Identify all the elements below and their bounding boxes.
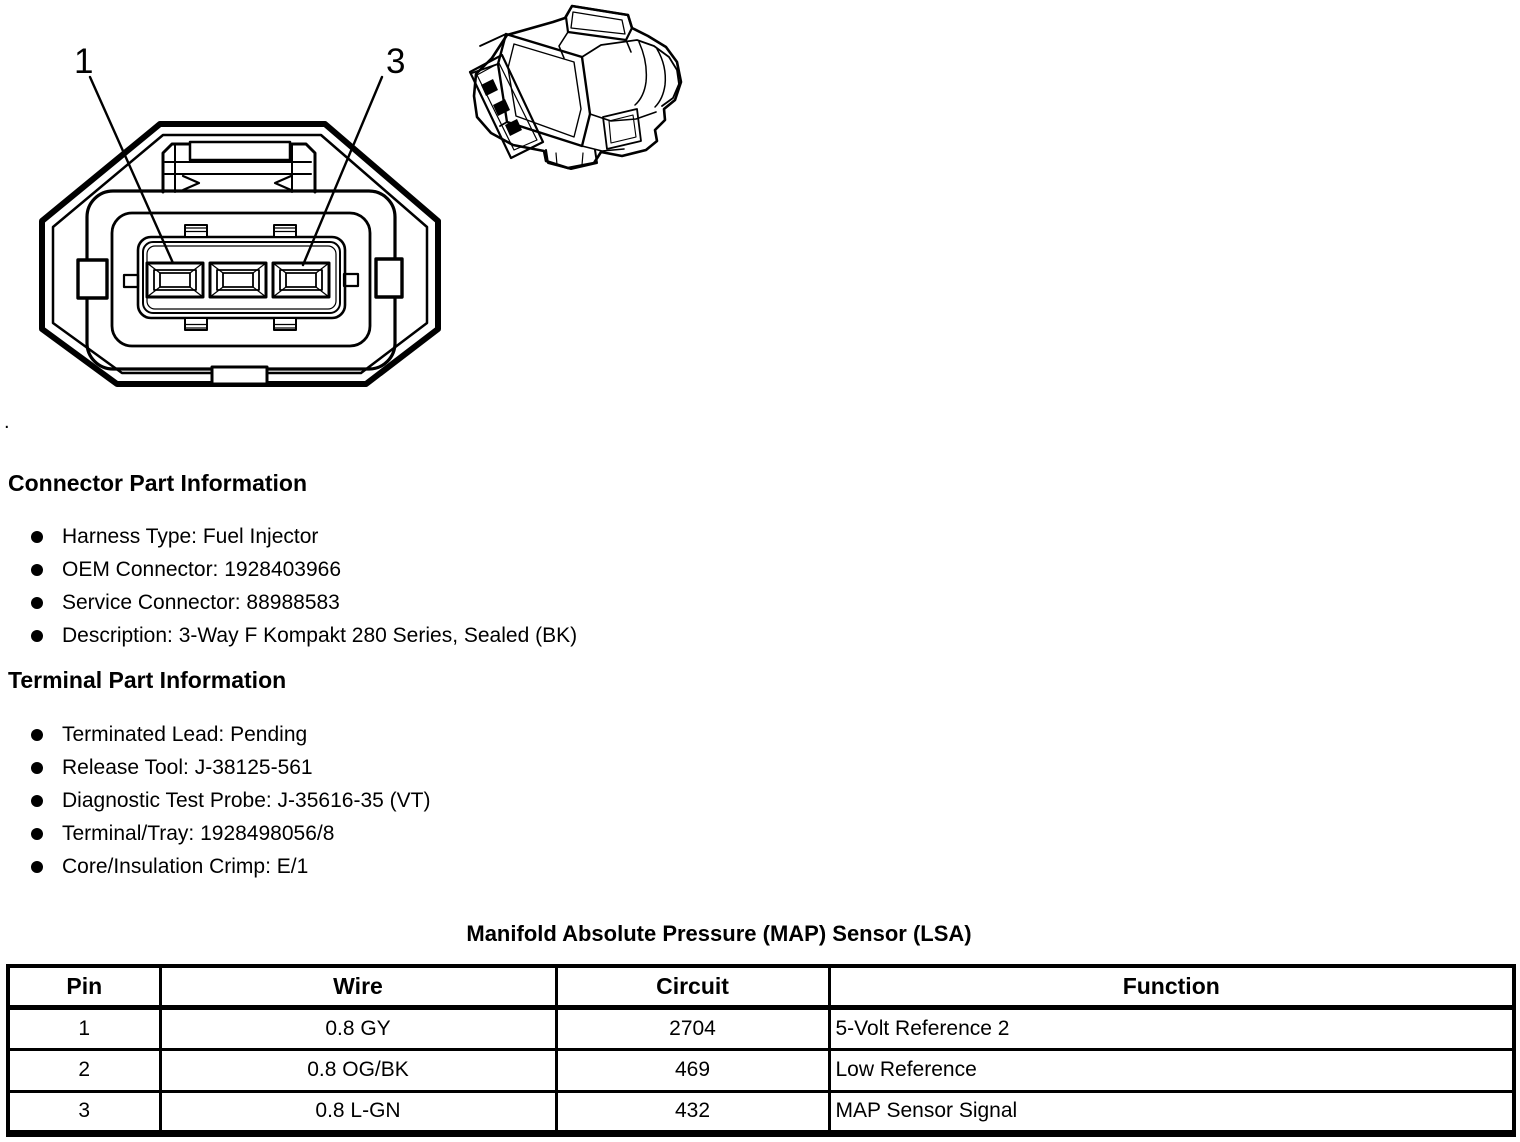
pin-2-cavity — [210, 263, 266, 297]
connector-part-list — [31, 520, 577, 652]
list-item-text: Harness Type: Fuel Injector — [62, 524, 319, 548]
table-header-row — [8, 966, 1514, 1007]
col-header-function: Function — [829, 966, 1514, 1007]
list-item — [31, 850, 430, 883]
bullet-icon — [31, 564, 43, 576]
cell-wire: 0.8 OG/BK — [160, 1049, 556, 1091]
bullet-icon — [31, 762, 43, 774]
cell-function: MAP Sensor Signal — [829, 1091, 1514, 1133]
cell-pin: 2 — [8, 1049, 160, 1091]
bullet-icon — [31, 630, 43, 642]
list-item — [31, 718, 430, 751]
connector-part-heading: Connector Part Information — [8, 470, 308, 496]
bullet-icon — [31, 531, 43, 543]
pin-1-label: 1 — [74, 42, 94, 81]
pin-3-label: 3 — [386, 42, 406, 81]
bullet-icon — [31, 729, 43, 741]
table-title: Manifold Absolute Pressure (MAP) Sensor (LSA) — [466, 921, 972, 946]
list-item — [31, 586, 577, 619]
cell-function: 5-Volt Reference 2 — [829, 1007, 1514, 1049]
connector-seal-rings — [87, 191, 395, 369]
cell-wire: 0.8 GY — [160, 1007, 556, 1049]
bullet-icon — [31, 861, 43, 873]
connector-isometric-view-diagram — [450, 0, 695, 185]
list-item-text: OEM Connector: 1928403966 — [62, 557, 342, 581]
col-header-pin: Pin — [8, 966, 160, 1007]
bullet-icon — [31, 828, 43, 840]
connector-lock-tab — [163, 142, 315, 192]
bullet-icon — [31, 597, 43, 609]
terminal-part-list — [31, 718, 430, 883]
table-row — [8, 1049, 1514, 1091]
list-item — [31, 520, 577, 553]
cell-circuit: 2704 — [556, 1007, 829, 1049]
connector-index-tabs — [78, 259, 402, 384]
col-header-circuit: Circuit — [556, 966, 829, 1007]
cell-circuit: 469 — [556, 1049, 829, 1091]
cell-pin: 1 — [8, 1007, 160, 1049]
col-header-wire: Wire — [160, 966, 556, 1007]
list-item — [31, 619, 577, 652]
cell-function: Low Reference — [829, 1049, 1514, 1091]
pinout-table — [6, 964, 1516, 1137]
table-row — [8, 1091, 1514, 1133]
cell-circuit: 432 — [556, 1091, 829, 1133]
list-item-text: Service Connector: 88988583 — [62, 590, 340, 614]
pin-1-cavity — [147, 263, 203, 297]
terminal-part-heading: Terminal Part Information — [8, 667, 287, 693]
list-item — [31, 817, 430, 850]
pin-3-cavity — [273, 263, 329, 297]
list-item — [31, 784, 430, 817]
iso-lock-tab — [559, 6, 632, 58]
list-item-text: Diagnostic Test Probe: J-35616-35 (VT) — [62, 788, 431, 812]
list-item-text: Terminal/Tray: 1928498056/8 — [62, 821, 335, 845]
connector-front-view-diagram — [20, 20, 460, 420]
cell-pin: 3 — [8, 1091, 160, 1133]
table-row — [8, 1007, 1514, 1049]
list-item-text: Description: 3-Way F Kompakt 280 Series, Sealed (BK) — [62, 623, 578, 647]
page-dot: . — [4, 411, 10, 433]
list-item-text: Release Tool: J-38125-561 — [62, 755, 313, 779]
list-item-text: Terminated Lead: Pending — [62, 722, 308, 746]
list-item — [31, 553, 577, 586]
list-item — [31, 751, 430, 784]
cell-wire: 0.8 L-GN — [160, 1091, 556, 1133]
list-item-text: Core/Insulation Crimp: E/1 — [62, 854, 309, 878]
bullet-icon — [31, 795, 43, 807]
